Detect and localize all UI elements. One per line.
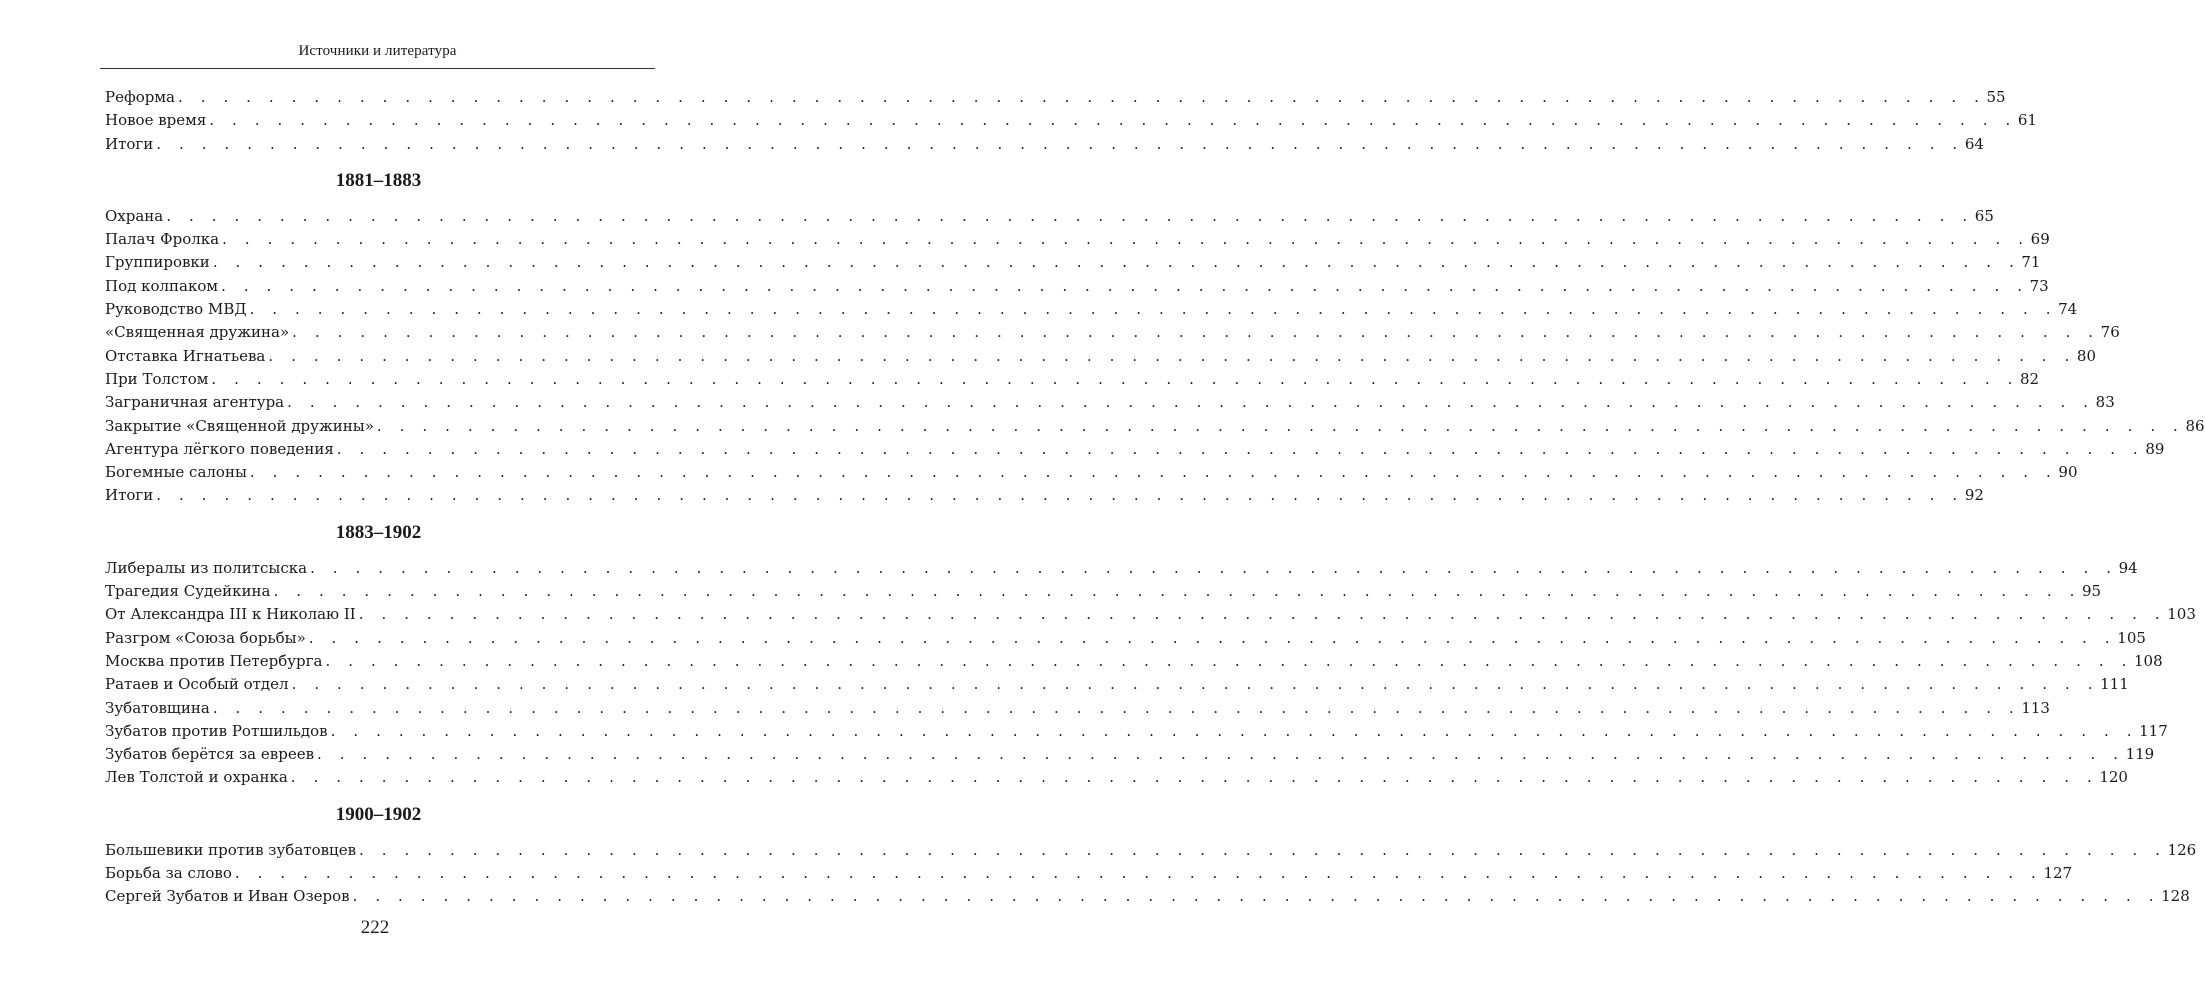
toc-entry-title: Зубатов берётся за евреев xyxy=(105,745,315,764)
toc-entry[interactable] xyxy=(105,743,2155,766)
toc-entry-page: 120 xyxy=(2099,768,2128,787)
toc-entry-title: Лев Толстой и охранка xyxy=(105,768,288,787)
dot-leader: . . . . . . . . . . . . . . . . . . . . . . . . . . . . . . . . . . . . . . . . . . . . . . . . . . . . . . . . . . . . . . . . . . . . . . . . . . . . . . . . xyxy=(249,300,2058,319)
toc-entry[interactable] xyxy=(105,133,1984,156)
dot-leader: . . . . . . . . . . . . . . . . . . . . . . . . . . . . . . . . . . . . . . . . . . . . . . . . . . . . . . . . . . . . . . . . . . . . . . . . . . . . . . . . xyxy=(268,346,2076,365)
toc-entry-page: 128 xyxy=(2161,887,2190,906)
toc-entry[interactable] xyxy=(105,438,2165,461)
section-spacer xyxy=(105,790,652,803)
toc-entry-title: Палач Фролка xyxy=(105,230,220,249)
toc-entry-title: Москва против Петербурга xyxy=(105,651,323,670)
dot-leader: . . . . . . . . . . . . . . . . . . . . . . . . . . . . . . . . . . . . . . . . . . . . . . . . . . . . . . . . . . . . . . . . . . . . . . . . . . . . . . . . xyxy=(209,111,2017,130)
toc-entry-title: Итоги xyxy=(105,486,154,505)
dot-leader: . . . . . . . . . . . . . . . . . . . . . . . . . . . . . . . . . . . . . . . . . . . . . . . . . . . . . . . . . . . . . . . . . . . . . . . . . . . . . . . . xyxy=(156,486,1964,505)
toc-entry-title: «Священная дружина» xyxy=(105,323,290,342)
toc-entry-page: 65 xyxy=(1974,206,1994,225)
toc-entry-title: Заграничная агентура xyxy=(105,393,285,412)
dot-leader: . . . . . . . . . . . . . . . . . . . . . . . . . . . . . . . . . . . . . . . . . . . . . . . . . . . . . . . . . . . . . . . . . . . . . . . . . . . . . . . . xyxy=(249,463,2058,482)
toc-entry-page: 103 xyxy=(2167,605,2196,624)
dot-leader: . . . . . . . . . . . . . . . . . . . . . . . . . . . . . . . . . . . . . . . . . . . . . . . . . . . . . . . . . . . . . . . . . . . . . . . . . . . . . . . . xyxy=(292,323,2100,342)
toc-entry-title: Закрытие «Священной дружины» xyxy=(105,416,374,435)
section-spacer xyxy=(105,193,652,205)
toc-entry[interactable] xyxy=(105,862,2073,885)
dot-leader: . . . . . . . . . . . . . . . . . . . . . . . . . . . . . . . . . . . . . . . . . . . . . . . . . . . . . . . . . . . . . . . . . . . . . . . . . . . . . . . . xyxy=(330,721,2139,740)
dot-leader: . . . . . . . . . . . . . . . . . . . . . . . . . . . . . . . . . . . . . . . . . . . . . . . . . . . . . . . . . . . . . . . . . . . . . . . . . . . . . . . . xyxy=(166,206,1974,225)
section-spacer xyxy=(105,545,652,557)
toc-entry[interactable] xyxy=(105,673,2129,696)
toc-entry-page: 111 xyxy=(2100,675,2129,694)
running-header: Источники и литература xyxy=(298,43,457,59)
toc-entry[interactable] xyxy=(105,627,2146,650)
toc-entry-title: Зубатовщина xyxy=(105,698,210,717)
toc-entry-page: 127 xyxy=(2043,864,2073,883)
toc-entry-page: 82 xyxy=(2019,369,2040,388)
section-heading: 1900–1902 xyxy=(335,803,422,825)
toc-entry-page: 90 xyxy=(2058,463,2078,482)
toc-entry-page: 105 xyxy=(2117,628,2146,647)
toc-entry-page: 74 xyxy=(2058,300,2078,319)
toc-entry[interactable] xyxy=(105,697,2050,720)
toc-entry[interactable] xyxy=(105,484,1984,507)
toc-entry-page: 80 xyxy=(2076,346,2097,365)
toc-entry[interactable] xyxy=(105,839,2197,862)
dot-leader: . . . . . . . . . . . . . . . . . . . . . . . . . . . . . . . . . . . . . . . . . . . . . . . . . . . . . . . . . . . . . . . . . . . . . . . . . . . . . . . . xyxy=(325,651,2133,670)
section-heading: 1883–1902 xyxy=(335,521,422,543)
toc-entry-title: Группировки xyxy=(105,253,210,272)
dot-leader: . . . . . . . . . . . . . . . . . . . . . . . . . . . . . . . . . . . . . . . . . . . . . . . . . . . . . . . . . . . . . . . . . . . . . . . . . . . . . . . . xyxy=(359,840,2167,859)
toc-entry-title: Новое время xyxy=(105,111,207,130)
toc-entry[interactable] xyxy=(105,368,2040,391)
toc-entry[interactable] xyxy=(105,461,2078,484)
toc-entry[interactable] xyxy=(105,251,2041,274)
toc-entry-title: Итоги xyxy=(105,134,154,153)
dot-leader: . . . . . . . . . . . . . . . . . . . . . . . . . . . . . . . . . . . . . . . . . . . . . . . . . . . . . . . . . . . . . . . . . . . . . . . . . . . . . . . . xyxy=(291,675,2100,694)
toc-entry[interactable] xyxy=(105,766,2128,789)
toc-entry-title: Руководство МВД xyxy=(105,300,247,319)
toc-entry-page: 69 xyxy=(2030,230,2050,249)
toc-entry-title: Трагедия Судейкина xyxy=(105,582,271,601)
toc-entry-page: 71 xyxy=(2021,253,2041,272)
dot-leader: . . . . . . . . . . . . . . . . . . . . . . . . . . . . . . . . . . . . . . . . . . . . . . . . . . . . . . . . . . . . . . . . . . . . . . . . . . . . . . . . xyxy=(222,230,2030,249)
dot-leader: . . . . . . . . . . . . . . . . . . . . . . . . . . . . . . . . . . . . . . . . . . . . . . . . . . . . . . . . . . . . . . . . . . . . . . . . . . . . . . . . xyxy=(234,864,2043,883)
toc-entry-page: 73 xyxy=(2029,276,2049,295)
toc-entry[interactable] xyxy=(105,885,2190,908)
dot-leader: . . . . . . . . . . . . . . . . . . . . . . . . . . . . . . . . . . . . . . . . . . . . . . . . . . . . . . . . . . . . . . . . . . . . . . . . . . . . . . . . xyxy=(310,558,2118,577)
toc-entry[interactable] xyxy=(105,391,2115,414)
toc-entry-page: 119 xyxy=(2125,745,2155,764)
toc-entry-title: Сергей Зубатов и Иван Озеров xyxy=(105,887,350,906)
toc-entry-page: 89 xyxy=(2145,439,2165,458)
toc-entry-title: Отставка Игнатьева xyxy=(105,346,266,365)
dot-leader: . . . . . . . . . . . . . . . . . . . . . . . . . . . . . . . . . . . . . . . . . . . . . . . . . . . . . . . . . . . . . . . . . . . . . . . . . . . . . . . . xyxy=(290,768,2099,787)
toc-entry-page: 76 xyxy=(2100,323,2120,342)
toc-entry[interactable] xyxy=(105,557,2138,580)
section-heading: 1881–1883 xyxy=(335,169,422,191)
toc-entry-title: При Толстом xyxy=(105,369,209,388)
toc-entry-page: 126 xyxy=(2167,840,2197,859)
dot-leader: . . . . . . . . . . . . . . . . . . . . . . . . . . . . . . . . . . . . . . . . . . . . . . . . . . . . . . . . . . . . . . . . . . . . . . . . . . . . . . . . xyxy=(273,582,2082,601)
toc-entry-page: 86 xyxy=(2185,416,2205,435)
toc-entry-title: Большевики против зубатовцев xyxy=(105,840,357,859)
toc-entry-page: 94 xyxy=(2118,558,2138,577)
toc-entry[interactable] xyxy=(105,580,2102,603)
toc-entry-title: От Александра III к Николаю II xyxy=(105,605,356,624)
toc-entry[interactable] xyxy=(105,205,1994,228)
header-rule xyxy=(100,68,655,69)
toc-entry-title: Реформа xyxy=(105,88,175,106)
toc-entry[interactable] xyxy=(105,275,2049,298)
toc-entry[interactable] xyxy=(105,86,2006,109)
toc-entry-title: Богемные салоны xyxy=(105,463,247,482)
dot-leader: . . . . . . . . . . . . . . . . . . . . . . . . . . . . . . . . . . . . . . . . . . . . . . . . . . . . . . . . . . . . . . . . . . . . . . . . . . . . . . . . xyxy=(156,134,1964,153)
toc-entry-page: 83 xyxy=(2095,393,2115,412)
toc-entry-title: Разгром «Союза борьбы» xyxy=(105,628,306,647)
toc-entry-page: 64 xyxy=(1964,134,1984,153)
toc-entry-page: 108 xyxy=(2134,651,2163,670)
section-spacer xyxy=(105,827,652,839)
section-spacer xyxy=(105,156,652,169)
toc-entry-page: 113 xyxy=(2021,698,2050,717)
toc-entry-title: Борьба за слово xyxy=(105,864,232,883)
dot-leader: . . . . . . . . . . . . . . . . . . . . . . . . . . . . . . . . . . . . . . . . . . . . . . . . . . . . . . . . . . . . . . . . . . . . . . . . . . . . . . . . xyxy=(221,276,2029,295)
toc-entry-page: 92 xyxy=(1964,486,1984,505)
dot-leader: . . . . . . . . . . . . . . . . . . . . . . . . . . . . . . . . . . . . . . . . . . . . . . . . . . . . . . . . . . . . . . . . . . . . . . . . . . . . . . . . xyxy=(177,88,1986,106)
dot-leader: . . . . . . . . . . . . . . . . . . . . . . . . . . . . . . . . . . . . . . . . . . . . . . . . . . . . . . . . . . . . . . . . . . . . . . . . . . . . . . . . xyxy=(308,628,2117,647)
dot-leader: . . . . . . . . . . . . . . . . . . . . . . . . . . . . . . . . . . . . . . . . . . . . . . . . . . . . . . . . . . . . . . . . . . . . . . . . . . . . . . . . xyxy=(287,393,2095,412)
dot-leader: . . . . . . . . . . . . . . . . . . . . . . . . . . . . . . . . . . . . . . . . . . . . . . . . . . . . . . . . . . . . . . . . . . . . . . . . . . . . . . . . xyxy=(376,416,2185,435)
dot-leader: . . . . . . . . . . . . . . . . . . . . . . . . . . . . . . . . . . . . . . . . . . . . . . . . . . . . . . . . . . . . . . . . . . . . . . . . . . . . . . . . xyxy=(212,698,2021,717)
dot-leader: . . . . . . . . . . . . . . . . . . . . . . . . . . . . . . . . . . . . . . . . . . . . . . . . . . . . . . . . . . . . . . . . . . . . . . . . . . . . . . . . xyxy=(352,887,2161,906)
dot-leader: . . . . . . . . . . . . . . . . . . . . . . . . . . . . . . . . . . . . . . . . . . . . . . . . . . . . . . . . . . . . . . . . . . . . . . . . . . . . . . . . xyxy=(336,439,2145,458)
toc-entry[interactable] xyxy=(105,109,2037,132)
dot-leader: . . . . . . . . . . . . . . . . . . . . . . . . . . . . . . . . . . . . . . . . . . . . . . . . . . . . . . . . . . . . . . . . . . . . . . . . . . . . . . . . xyxy=(317,745,2125,764)
toc-entry[interactable] xyxy=(105,720,2168,743)
toc-entry[interactable] xyxy=(105,298,2078,321)
toc-entry[interactable] xyxy=(105,603,2196,626)
toc-entry-title: Охрана xyxy=(105,206,164,225)
toc-entry-title: Либералы из политсыска xyxy=(105,558,308,577)
toc-entry-page: 55 xyxy=(1986,88,2006,106)
dot-leader: . . . . . . . . . . . . . . . . . . . . . . . . . . . . . . . . . . . . . . . . . . . . . . . . . . . . . . . . . . . . . . . . . . . . . . . . . . . . . . . . xyxy=(211,369,2019,388)
toc-entry[interactable] xyxy=(105,228,2050,251)
toc-entry-title: Агентура лёгкого поведения xyxy=(105,439,334,458)
toc-entry-title: Под колпаком xyxy=(105,276,219,295)
dot-leader: . . . . . . . . . . . . . . . . . . . . . . . . . . . . . . . . . . . . . . . . . . . . . . . . . . . . . . . . . . . . . . . . . . . . . . . . . . . . . . . . xyxy=(212,253,2021,272)
toc-entry-title: Зубатов против Ротшильдов xyxy=(105,721,328,740)
toc-entry[interactable] xyxy=(105,345,2097,368)
toc-entry-page: 61 xyxy=(2017,111,2037,130)
toc-entry[interactable] xyxy=(105,650,2163,673)
section-spacer xyxy=(105,508,652,521)
dot-leader: . . . . . . . . . . . . . . . . . . . . . . . . . . . . . . . . . . . . . . . . . . . . . . . . . . . . . . . . . . . . . . . . . . . . . . . . . . . . . . . . xyxy=(358,605,2167,624)
toc-entry-page: 95 xyxy=(2082,582,2102,601)
toc-entry[interactable] xyxy=(105,415,2205,438)
toc-entry-page: 117 xyxy=(2139,721,2168,740)
table-of-contents xyxy=(105,86,2205,909)
page-number: 222 xyxy=(360,917,390,938)
toc-entry-title: Ратаев и Особый отдел xyxy=(105,675,289,694)
toc-entry[interactable] xyxy=(105,321,2120,344)
